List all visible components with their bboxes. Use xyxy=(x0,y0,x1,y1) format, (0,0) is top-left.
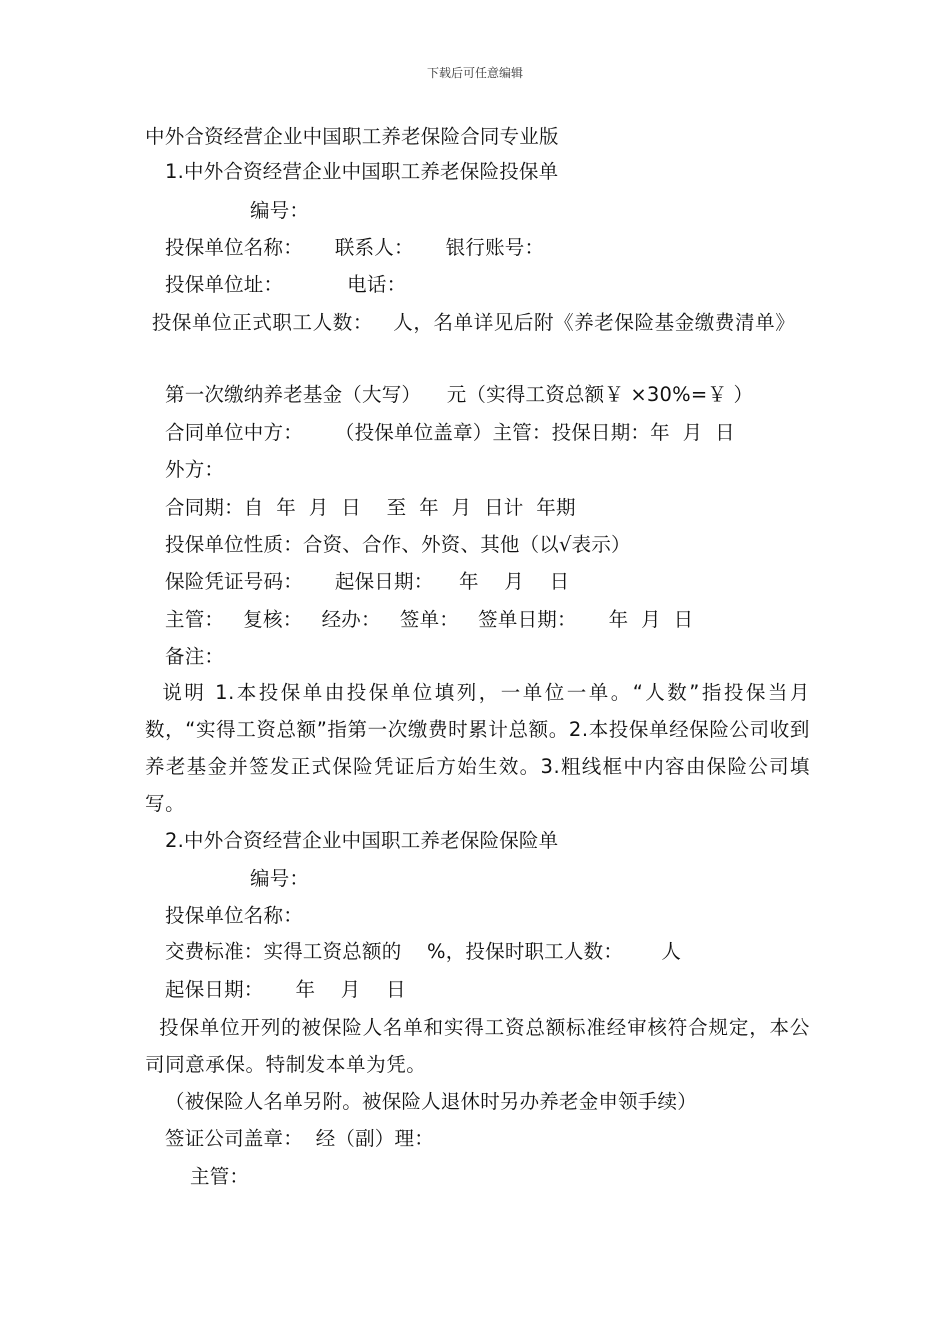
address-line: 投保单位址： 电话： xyxy=(165,273,407,296)
notes-paragraph: 说明 1.本投保单由投保单位填列，一单位一单。“人数”指投保当月数，“实得工资总额”指第一次缴费时累计总额。2.本投保单经保险公司收到养老基金并签发正式保险凭证后方始生效。3.粗线框中内容由保险公司填写。 xyxy=(145,681,810,815)
document-title: 中外合资经营企业中国职工养老保险合同专业版 xyxy=(145,125,559,148)
section1-heading: 1.中外合资经营企业中国职工养老保险投保单 xyxy=(165,160,559,183)
policy-unit-name-line: 投保单位名称： xyxy=(165,904,303,927)
section1-number-label: 编号： xyxy=(250,199,310,222)
attachment-note-line: （被保险人名单另附。被保险人退休时另办养老金申领手续） xyxy=(165,1090,697,1113)
employees-paragraph: 投保单位正式职工人数： 人，名单详见后附《养老保险基金缴费清单》 xyxy=(145,311,796,334)
section2-number-label: 编号： xyxy=(250,867,310,890)
section2-heading: 2.中外合资经营企业中国职工养老保险保险单 xyxy=(165,829,559,852)
policy-start-date-line: 起保日期： 年 月 日 xyxy=(165,978,406,1001)
first-payment-line: 第一次缴纳养老基金（大写） 元（实得工资总额￥ ×30%=￥ ） xyxy=(165,383,754,406)
certificate-line: 保险凭证号码： 起保日期： 年 月 日 xyxy=(165,570,570,593)
header-note: 下载后可任意编辑 xyxy=(426,66,523,80)
remarks-label: 备注： xyxy=(165,645,225,668)
unit-nature-line: 投保单位性质：合资、合作、外资、其他（以√表示） xyxy=(165,533,631,556)
company-seal-line: 签证公司盖章： 经（副）理： xyxy=(165,1127,434,1150)
signature-line: 主管： 复核： 经办： 签单： 签单日期： 年 月 日 xyxy=(165,608,694,631)
fee-standard-line: 交费标准：实得工资总额的 %，投保时职工人数： 人 xyxy=(165,940,682,963)
policy-supervisor-line: 主管： xyxy=(190,1165,250,1188)
contract-period-line: 合同期：自 年 月 日 至 年 月 日计 年期 xyxy=(165,496,576,519)
contract-unit-line: 合同单位中方： （投保单位盖章）主管：投保日期：年 月 日 xyxy=(165,421,735,444)
approval-paragraph: 投保单位开列的被保险人名单和实得工资总额标准经审核符合规定，本公司同意承保。特制发本单为凭。 xyxy=(145,1016,810,1076)
foreign-party-line: 外方： xyxy=(165,458,225,481)
unit-name-line: 投保单位名称： 联系人： 银行账号： xyxy=(165,236,545,259)
